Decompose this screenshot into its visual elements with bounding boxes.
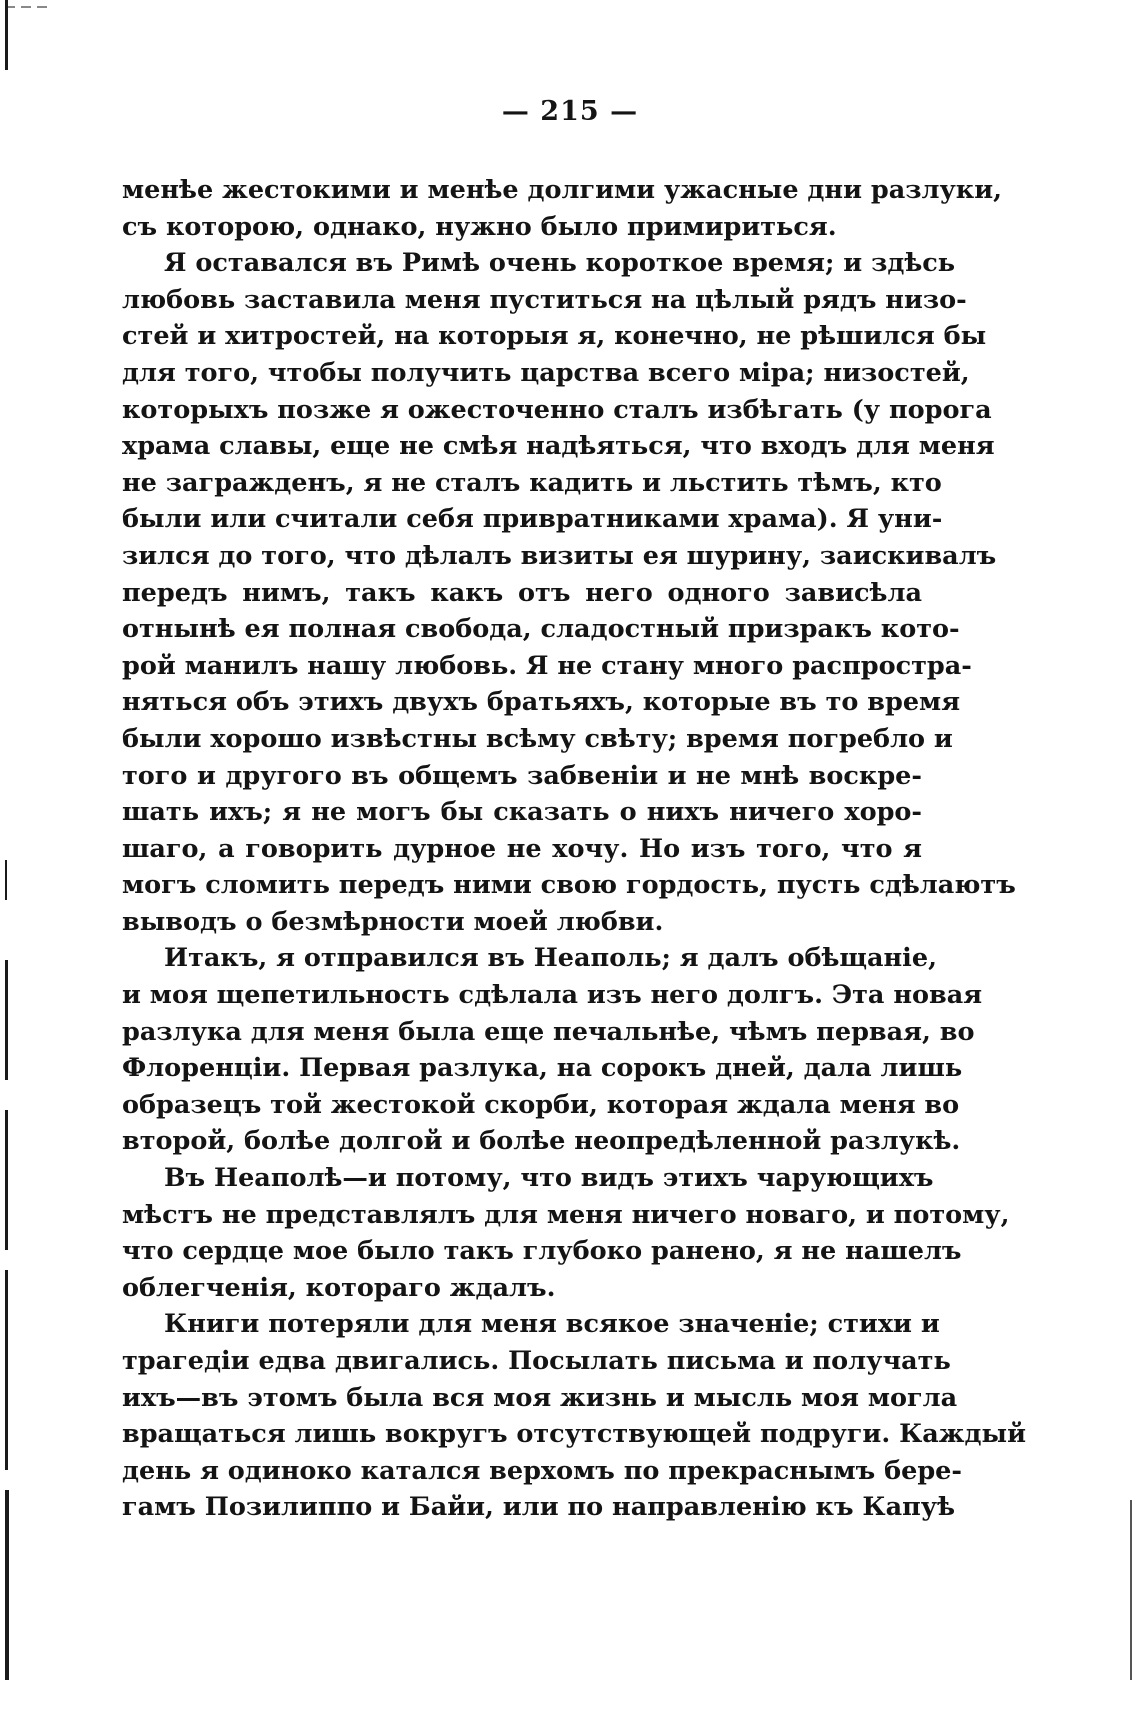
text-line: менѣе жестокими и менѣе долгими ужасные дни разлуки, <box>122 175 1003 205</box>
text-line: мѣстъ не представлялъ для меня ничего новаго, и потому, <box>122 1199 1010 1230</box>
text-line: храма славы, еще не смѣя надѣяться, что входъ для меня <box>122 431 995 462</box>
text-line: передъ нимъ, такъ какъ отъ него одного зависѣла <box>122 577 922 608</box>
body-text <box>122 172 1027 1526</box>
text-line: стей и хитростей, на которыя я, конечно, не рѣшился бы <box>122 321 987 352</box>
text-line: день я одиноко катался верхомъ по прекраснымъ бере- <box>122 1455 962 1486</box>
text-line: Въ Неаполѣ—и потому, что видъ этихъ чарующихъ <box>164 1163 934 1194</box>
text-line: могъ сломить передъ ними свою гордость, пусть сдѣлаютъ <box>122 870 1016 901</box>
text-line: гамъ Позилиппо и Байи, или по направленію къ Капуѣ <box>122 1492 956 1523</box>
text-line: выводъ о безмѣрности моей любви. <box>122 906 664 937</box>
text-line: и моя щепетильность сдѣлала изъ него долгъ. Эта новая <box>122 980 983 1011</box>
text-line: шаго, а говорить дурное не хочу. Но изъ того, что я <box>122 833 922 864</box>
text-line: что сердце мое было такъ глубоко ранено, я не нашелъ <box>122 1236 962 1267</box>
text-line: любовь заставила меня пуститься на цѣлый рядъ низо- <box>122 284 967 315</box>
text-line: отнынѣ ея полная свобода, сладостный призракъ кото- <box>122 614 960 645</box>
text-line: вращаться лишь вокругъ отсутствующей подруги. Каждый <box>122 1419 1027 1450</box>
text-line: съ которою, однако, нужно было примириться. <box>122 211 837 242</box>
text-line: образецъ той жестокой скорби, которая ждала меня во <box>122 1089 960 1120</box>
text-line: Я оставался въ Римѣ очень короткое время; и здѣсь <box>164 248 956 279</box>
text-line: зился до того, что дѣлалъ визиты ея шурину, заискивалъ <box>122 540 997 571</box>
text-line: рой манилъ нашу любовь. Я не стану много распростра- <box>122 650 972 681</box>
text-line: няться объ этихъ двухъ братьяхъ, которые въ то время <box>122 687 961 718</box>
text-line: облегченія, котораго ждалъ. <box>122 1272 556 1303</box>
text-line: трагедіи едва двигались. Посылать письма и получать <box>122 1346 951 1376</box>
text-line: того и другого въ общемъ забвеніи и не мнѣ воскре- <box>122 760 922 791</box>
text-line: шать ихъ; я не могъ бы сказать о нихъ ничего хоро- <box>122 797 922 828</box>
text-line: которыхъ позже я ожесточенно сталъ избѣгать (у порога <box>122 394 992 425</box>
text-line: Итакъ, я отправился въ Неаполь; я далъ обѣщаніе, <box>164 943 937 974</box>
text-line: Флоренціи. Первая разлука, на сорокъ дней, дала лишь <box>122 1053 963 1084</box>
text-line: были или считали себя привратниками храма). Я уни- <box>122 504 943 535</box>
scan-left-border <box>5 0 9 1714</box>
text-line: для того, чтобы получить царства всего міра; низостей, <box>122 357 970 388</box>
text-line: Книги потеряли для меня всякое значеніе; стихи и <box>164 1309 940 1340</box>
text-line: ихъ—въ этомъ была вся моя жизнь и мысль моя могла <box>122 1382 958 1413</box>
text-line: разлука для меня была еще печальнѣе, чѣмъ первая, во <box>122 1016 975 1047</box>
scan-corner-mark <box>5 6 51 8</box>
text-line: не загражденъ, я не сталъ кадить и льстить тѣмъ, кто <box>122 467 942 498</box>
page-number: — 215 — <box>501 96 639 127</box>
text-line: были хорошо извѣстны всѣму свѣту; время погребло и <box>122 723 953 754</box>
scan-right-edge <box>1130 1500 1132 1680</box>
text-line: второй, болѣе долгой и болѣе неопредѣленной разлукѣ. <box>122 1126 961 1157</box>
